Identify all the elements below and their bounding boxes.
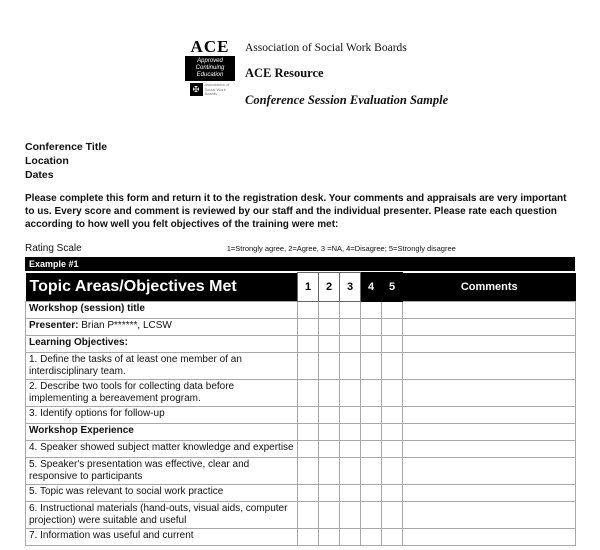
score-cell-1 [298,423,319,440]
resource-title: ACE Resource [245,66,324,80]
header-text-block [245,38,448,118]
score-cell-1 [298,484,319,501]
row-label: Workshop Experience [26,423,298,440]
score-cell-1 [298,301,319,318]
comment-cell [403,501,576,528]
score-cell-5 [382,301,403,318]
score-cell-1 [298,406,319,423]
score-cell-4 [361,335,382,352]
row-label: 4. Speaker showed subject matter knowledge and expertise [26,440,298,457]
table-row [26,335,576,352]
score-cell-3 [340,440,361,457]
score-cell-5 [382,379,403,406]
score-cell-2 [319,423,340,440]
dates-label: Dates [25,169,54,181]
comment-cell [403,318,576,335]
ace-logo [183,38,237,118]
comment-cell [403,423,576,440]
location-label: Location [25,155,69,167]
row-label: Presenter: Brian P******, LCSW [26,318,298,335]
comments-header: Comments [403,273,576,302]
meta-block [25,140,575,182]
intro-paragraph: Please complete this form and return it to the registration desk. Your comments and appraisals are very important to us. Every score and comment is reviewed by our staff and the individual presenter. Please rate each question according to how well you felt objectives of the training were met: [25,193,567,230]
score-cell-4 [361,318,382,335]
score-cell-3 [340,318,361,335]
score-cell-5 [382,484,403,501]
score-cell-2 [319,406,340,423]
score-cell-3 [340,484,361,501]
score-cell-1 [298,318,319,335]
ace-logo-bottom [190,83,231,97]
score-cell-3 [340,352,361,379]
table-row [26,457,576,484]
score-cell-2 [319,379,340,406]
table-row [26,406,576,423]
score-cell-3 [340,528,361,545]
comment-cell [403,484,576,501]
score-cell-4 [361,501,382,528]
evaluation-table [25,272,576,546]
score-cell-1 [298,352,319,379]
score-cell-1 [298,335,319,352]
table-body [26,301,576,545]
score-cell-2 [319,457,340,484]
table-row [26,501,576,528]
score-cell-4 [361,379,382,406]
row-label: 7. Information was useful and current [26,528,298,545]
comment-cell [403,457,576,484]
score-cell-4 [361,301,382,318]
ace-logo-band-line: Approved [197,58,223,64]
comment-cell [403,379,576,406]
score-column-header-1: 1 [298,273,319,302]
comment-cell [403,406,576,423]
score-cell-4 [361,406,382,423]
row-label: 5. Topic was relevant to social work practice [26,484,298,501]
rating-scale-label: Rating Scale [25,243,82,254]
conference-title-label: Conference Title [25,141,108,153]
score-cell-4 [361,484,382,501]
ace-logo-band-line: Continuing [195,65,225,71]
score-cell-1 [298,379,319,406]
score-cell-2 [319,301,340,318]
score-cell-2 [319,484,340,501]
score-cell-5 [382,528,403,545]
ace-logo-band [185,56,235,81]
score-cell-5 [382,457,403,484]
score-cell-4 [361,352,382,379]
score-cell-1 [298,457,319,484]
comment-cell [403,301,576,318]
score-cell-1 [298,440,319,457]
score-cell-2 [319,335,340,352]
table-row [26,352,576,379]
score-cell-1 [298,501,319,528]
row-label: 2. Describe two tools for collecting data before implementing a bereavement program. [26,379,298,406]
row-label: 1. Define the tasks of at least one member of an interdisciplinary team. [26,352,298,379]
score-cell-3 [340,423,361,440]
comment-cell [403,440,576,457]
table-row [26,440,576,457]
row-label: Learning Objectives: [26,335,298,352]
score-cell-2 [319,318,340,335]
score-cell-2 [319,352,340,379]
table-header-row [26,273,576,302]
score-cell-4 [361,440,382,457]
document-header [183,0,575,118]
score-column-header-3: 3 [340,273,361,302]
table-row [26,484,576,501]
rating-scale-row [25,243,575,254]
score-cell-5 [382,501,403,528]
score-cell-5 [382,318,403,335]
score-cell-5 [382,423,403,440]
score-cell-3 [340,301,361,318]
score-cell-3 [340,406,361,423]
ace-logo-acronym: ACE [190,37,230,56]
score-cell-5 [382,352,403,379]
score-column-header-5: 5 [382,273,403,302]
score-cell-3 [340,501,361,528]
score-cell-5 [382,440,403,457]
ace-logo-subtext: Association of Social Work Boards [204,82,230,96]
example-bar: Example #1 [25,257,575,272]
row-label: 6. Instructional materials (hand-outs, visual aids, computer projection) were suitable and useful [26,501,298,528]
row-label: Workshop (session) title [26,301,298,318]
table-row [26,379,576,406]
score-cell-5 [382,406,403,423]
table-row [26,423,576,440]
score-column-header-4: 4 [361,273,382,302]
score-cell-3 [340,335,361,352]
score-cell-4 [361,423,382,440]
comment-cell [403,335,576,352]
comment-cell [403,352,576,379]
row-label: 3. Identify options for follow-up [26,406,298,423]
topic-column-header: Topic Areas/Objectives Met [26,273,298,302]
score-cell-1 [298,528,319,545]
score-cell-2 [319,440,340,457]
table-row [26,318,576,335]
score-cell-2 [319,501,340,528]
score-cell-4 [361,528,382,545]
score-cell-3 [340,379,361,406]
document-title: Conference Session Evaluation Sample [245,93,449,107]
score-cell-4 [361,457,382,484]
score-cell-5 [382,335,403,352]
score-column-header-2: 2 [319,273,340,302]
aswb-mark-icon: ✠ [190,83,203,96]
table-row [26,528,576,545]
comment-cell [403,528,576,545]
score-cell-3 [340,457,361,484]
table-row [26,301,576,318]
rating-scale-legend: 1=Strongly agree, 2=Agree, 3 =NA, 4=Disagree; 5=Strongly disagree [226,244,456,253]
ace-logo-band-line: Education [196,72,224,78]
organization-name: Association of Social Work Boards [245,42,407,54]
score-cell-2 [319,528,340,545]
row-label: 5. Speaker's presentation was effective, clear and responsive to participants [26,457,298,484]
